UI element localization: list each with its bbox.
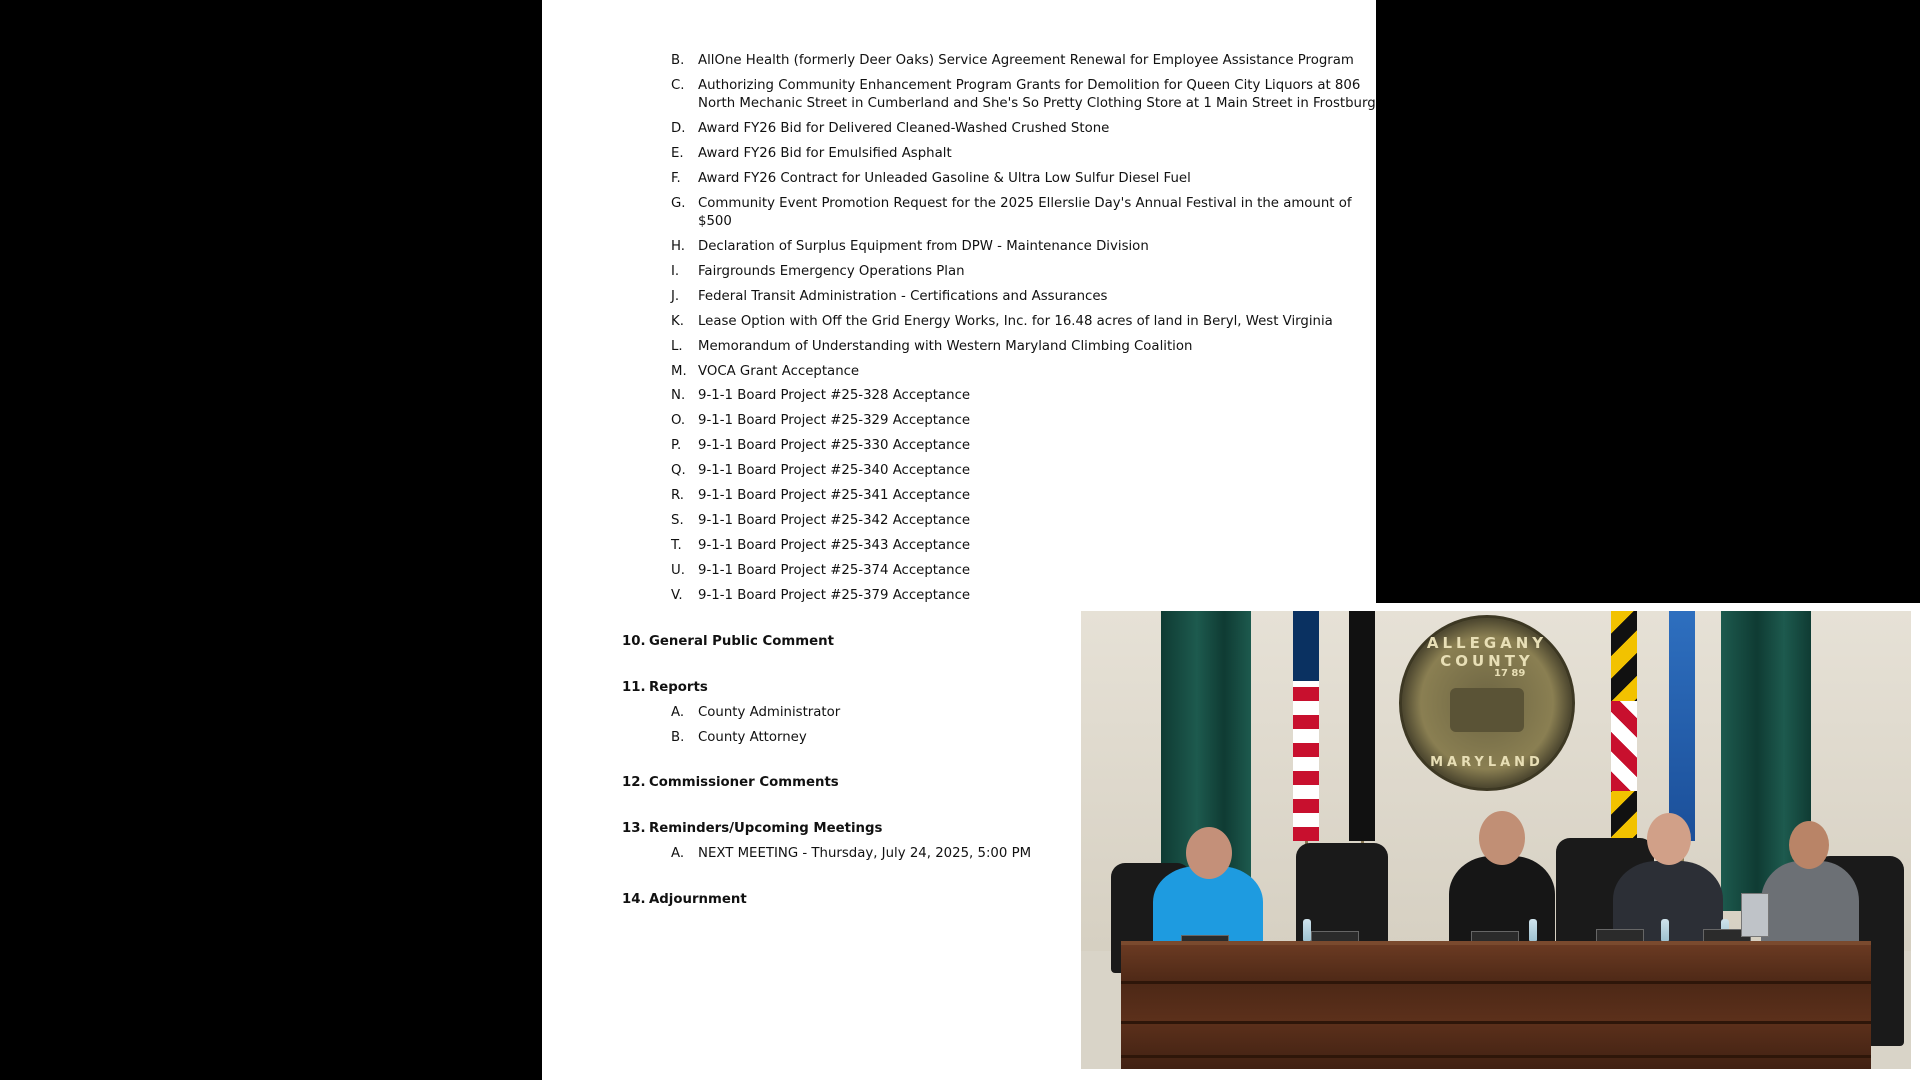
item-letter: A. <box>671 846 685 861</box>
item-text: 9-1-1 Board Project #25-341 Acceptance <box>698 488 971 503</box>
item-letter: D. <box>671 121 686 136</box>
section-number: 13. <box>622 821 646 836</box>
county-flag <box>1669 611 1695 841</box>
item-letter: P. <box>671 438 682 453</box>
maryland-flag <box>1611 611 1637 841</box>
item-text: $500 <box>698 214 732 229</box>
item-text: County Attorney <box>698 730 807 745</box>
item-text: Federal Transit Administration - Certifications and Assurances <box>698 289 1108 304</box>
item-letter: M. <box>671 364 687 379</box>
item-text: Declaration of Surplus Equipment from DPW - Maintenance Division <box>698 239 1149 254</box>
item-letter: R. <box>671 488 684 503</box>
item-letter: V. <box>671 588 683 603</box>
item-text: 9-1-1 Board Project #25-340 Acceptance <box>698 463 971 478</box>
seal-year: 17 89 <box>1494 668 1526 679</box>
pow-mia-flag <box>1349 611 1375 841</box>
item-text: Award FY26 Contract for Unleaded Gasoline & Ultra Low Sulfur Diesel Fuel <box>698 171 1191 186</box>
item-letter: K. <box>671 314 684 329</box>
desk-trim <box>1121 1021 1871 1024</box>
item-letter: Q. <box>671 463 686 478</box>
item-letter: N. <box>671 388 686 403</box>
item-text: VOCA Grant Acceptance <box>698 364 860 379</box>
water-bottle <box>1529 919 1537 941</box>
desk-trim <box>1121 1055 1871 1058</box>
item-letter: U. <box>671 563 685 578</box>
section-title: Commissioner Comments <box>649 775 839 790</box>
section-number: 12. <box>622 775 646 790</box>
item-text: 9-1-1 Board Project #25-374 Acceptance <box>698 563 971 578</box>
item-text: AllOne Health (formerly Deer Oaks) Service Agreement Renewal for Employee Assistance Program <box>698 53 1354 68</box>
section-number: 10. <box>622 634 646 649</box>
item-text: Award FY26 Bid for Delivered Cleaned-Washed Crushed Stone <box>698 121 1110 136</box>
item-text: North Mechanic Street in Cumberland and She's So Pretty Clothing Store at 1 Main Street in Frostburg <box>698 96 1376 111</box>
seal-text-top: ALLEGANY COUNTY <box>1426 634 1548 670</box>
item-letter: H. <box>671 239 685 254</box>
item-letter: G. <box>671 196 686 211</box>
item-letter: B. <box>671 730 685 745</box>
item-text: Community Event Promotion Request for the 2025 Ellerslie Day's Annual Festival in the amount of <box>698 196 1352 211</box>
item-text: 9-1-1 Board Project #25-329 Acceptance <box>698 413 971 428</box>
water-bottle <box>1661 919 1669 941</box>
us-flag <box>1293 611 1319 841</box>
section-title: General Public Comment <box>649 634 834 649</box>
meeting-video-feed[interactable] <box>1081 611 1911 1069</box>
item-text: 9-1-1 Board Project #25-342 Acceptance <box>698 513 971 528</box>
seal-text-bottom: MARYLAND <box>1430 755 1544 770</box>
item-letter: I. <box>671 264 680 279</box>
item-text: 9-1-1 Board Project #25-343 Acceptance <box>698 538 971 553</box>
item-letter: L. <box>671 339 683 354</box>
item-letter: B. <box>671 53 685 68</box>
item-letter: S. <box>671 513 684 528</box>
laptop <box>1741 893 1769 937</box>
person-head <box>1647 813 1691 865</box>
item-text: County Administrator <box>698 705 841 720</box>
seal-emblem <box>1450 688 1524 732</box>
item-letter: E. <box>671 146 684 161</box>
item-text: Lease Option with Off the Grid Energy Works, Inc. for 16.48 acres of land in Beryl, West Virginia <box>698 314 1333 329</box>
person-head <box>1479 811 1525 865</box>
section-number: 11. <box>622 680 646 695</box>
item-letter: F. <box>671 171 681 186</box>
desk-trim <box>1121 981 1871 984</box>
section-title: Reports <box>649 680 708 695</box>
item-text: Authorizing Community Enhancement Program Grants for Demolition for Queen City Liquors at 806 <box>698 78 1361 93</box>
item-text: 9-1-1 Board Project #25-330 Acceptance <box>698 438 971 453</box>
person-head <box>1186 827 1232 879</box>
section-title: Reminders/Upcoming Meetings <box>649 821 883 836</box>
allegany-county-seal <box>1399 615 1575 791</box>
section-number: 14. <box>622 892 646 907</box>
item-text: NEXT MEETING - Thursday, July 24, 2025, 5:00 PM <box>698 846 1032 861</box>
item-text: Award FY26 Bid for Emulsified Asphalt <box>698 146 952 161</box>
item-letter: T. <box>671 538 682 553</box>
item-text: Memorandum of Understanding with Western Maryland Climbing Coalition <box>698 339 1193 354</box>
item-text: 9-1-1 Board Project #25-379 Acceptance <box>698 588 971 603</box>
item-text: 9-1-1 Board Project #25-328 Acceptance <box>698 388 971 403</box>
item-letter: O. <box>671 413 686 428</box>
item-text: Fairgrounds Emergency Operations Plan <box>698 264 965 279</box>
item-letter: J. <box>671 289 680 304</box>
item-letter: A. <box>671 705 685 720</box>
dais-desk <box>1121 941 1871 1069</box>
item-letter: C. <box>671 78 685 93</box>
water-bottle <box>1303 919 1311 941</box>
person-head <box>1789 821 1829 869</box>
section-title: Adjournment <box>649 892 747 907</box>
